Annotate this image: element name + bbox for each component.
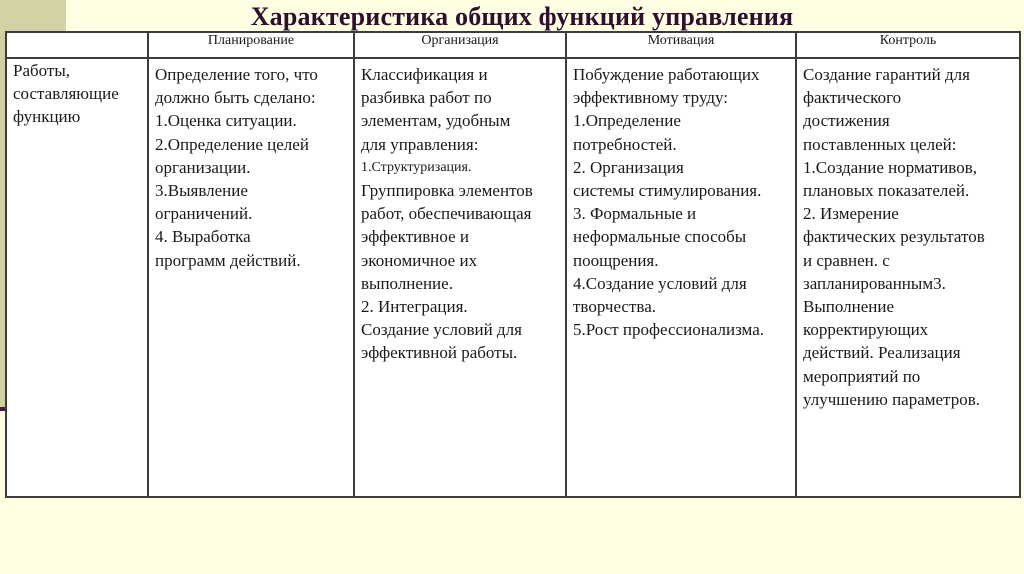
cell-motivation (566, 58, 796, 497)
cell-text-line: творчества. (573, 297, 657, 317)
table-row (6, 58, 1020, 497)
slide-title: Характеристика общих функций управления (250, 2, 794, 31)
cell-text-line: поощрения. (573, 250, 659, 270)
cell-text-line: запланированным3. (803, 273, 946, 293)
row-label-cell (6, 58, 148, 497)
cell-text-line: мероприятий по (803, 366, 921, 386)
cell-text-line: работ, обеспечивающая (361, 204, 532, 224)
cell-text-line: Побуждение работающих (573, 65, 760, 84)
cell-text-line: должно быть сделано: (155, 88, 316, 108)
cell-text-line: фактических результатов (803, 227, 985, 247)
cell-organization (354, 58, 566, 497)
cell-text-line: достижения (803, 111, 890, 131)
cell-text-line: и сравнен. с (803, 250, 890, 270)
cell-text-line: 4.Создание условий для (573, 273, 747, 293)
cell-text-line: 1.Оценка ситуации. (155, 111, 297, 131)
cell-text-line: 3.Выявление (155, 181, 248, 201)
cell-planning (148, 58, 354, 497)
cell-text-line: 2. Организация (573, 157, 684, 177)
cell-text-line: 1.Создание нормативов, (803, 157, 977, 177)
cell-text-line: организации. (155, 157, 251, 177)
cell-text-line: элементам, удобным (361, 111, 511, 131)
column-header-control: Контроль (796, 32, 1020, 58)
cell-text-line: эффективному труду: (573, 88, 729, 108)
functions-table (5, 31, 1021, 498)
cell-text-line: неформальные способы (573, 227, 747, 247)
cell-text-line: эффективной работы. (361, 343, 518, 363)
row-label-line: функцию (13, 107, 81, 127)
cell-control (796, 58, 1020, 497)
table-corner-cell (6, 32, 148, 58)
cell-text-line: 5.Рост профессионализма. (573, 320, 764, 340)
row-label-line: составляющие (13, 84, 119, 104)
cell-text-line: Создание гарантий для (803, 65, 970, 84)
cell-text-line: ограничений. (155, 204, 253, 224)
cell-text-line: корректирующих (803, 320, 929, 340)
cell-text-line: Группировка элементов (361, 181, 533, 201)
cell-text-line: эффективное и (361, 227, 469, 247)
cell-text-line: Выполнение (803, 297, 895, 317)
cell-text-line: выполнение. (361, 273, 453, 293)
cell-text-line: 4. Выработка (155, 227, 251, 247)
cell-text-line: действий. Реализация (803, 343, 961, 363)
cell-text-line: Определение того, что (155, 65, 318, 84)
cell-text-line: улучшению параметров. (803, 389, 980, 409)
cell-text-line: поставленных целей: (803, 134, 957, 154)
cell-text-line: фактического (803, 88, 902, 108)
cell-text-line: 3. Формальные и (573, 204, 697, 224)
cell-text-line: 1.Определение (573, 111, 681, 131)
column-header-planning: Планирование (148, 32, 354, 58)
cell-text-line: 2. Измерение (803, 204, 899, 224)
cell-text-line: экономичное их (361, 250, 478, 270)
cell-text-line: для управления: (361, 134, 479, 154)
cell-text-line: программ действий. (155, 250, 301, 270)
column-header-motivation: Мотивация (566, 32, 796, 58)
cell-text-line: Создание условий для (361, 320, 522, 340)
column-header-organization: Организация (354, 32, 566, 58)
cell-text-line: плановых показателей. (803, 181, 970, 201)
row-label-line: Работы, (13, 61, 71, 80)
cell-text-line: Классификация и (361, 65, 488, 84)
table-header-row (6, 32, 1020, 58)
cell-text-line: системы стимулирования. (573, 181, 762, 201)
cell-text-line: потребностей. (573, 134, 677, 154)
cell-text-line: 2. Интеграция. (361, 297, 468, 317)
cell-text-line: 1.Структуризация. (361, 159, 472, 175)
cell-text-line: разбивка работ по (361, 88, 492, 108)
cell-text-line: 2.Определение целей (155, 134, 309, 154)
